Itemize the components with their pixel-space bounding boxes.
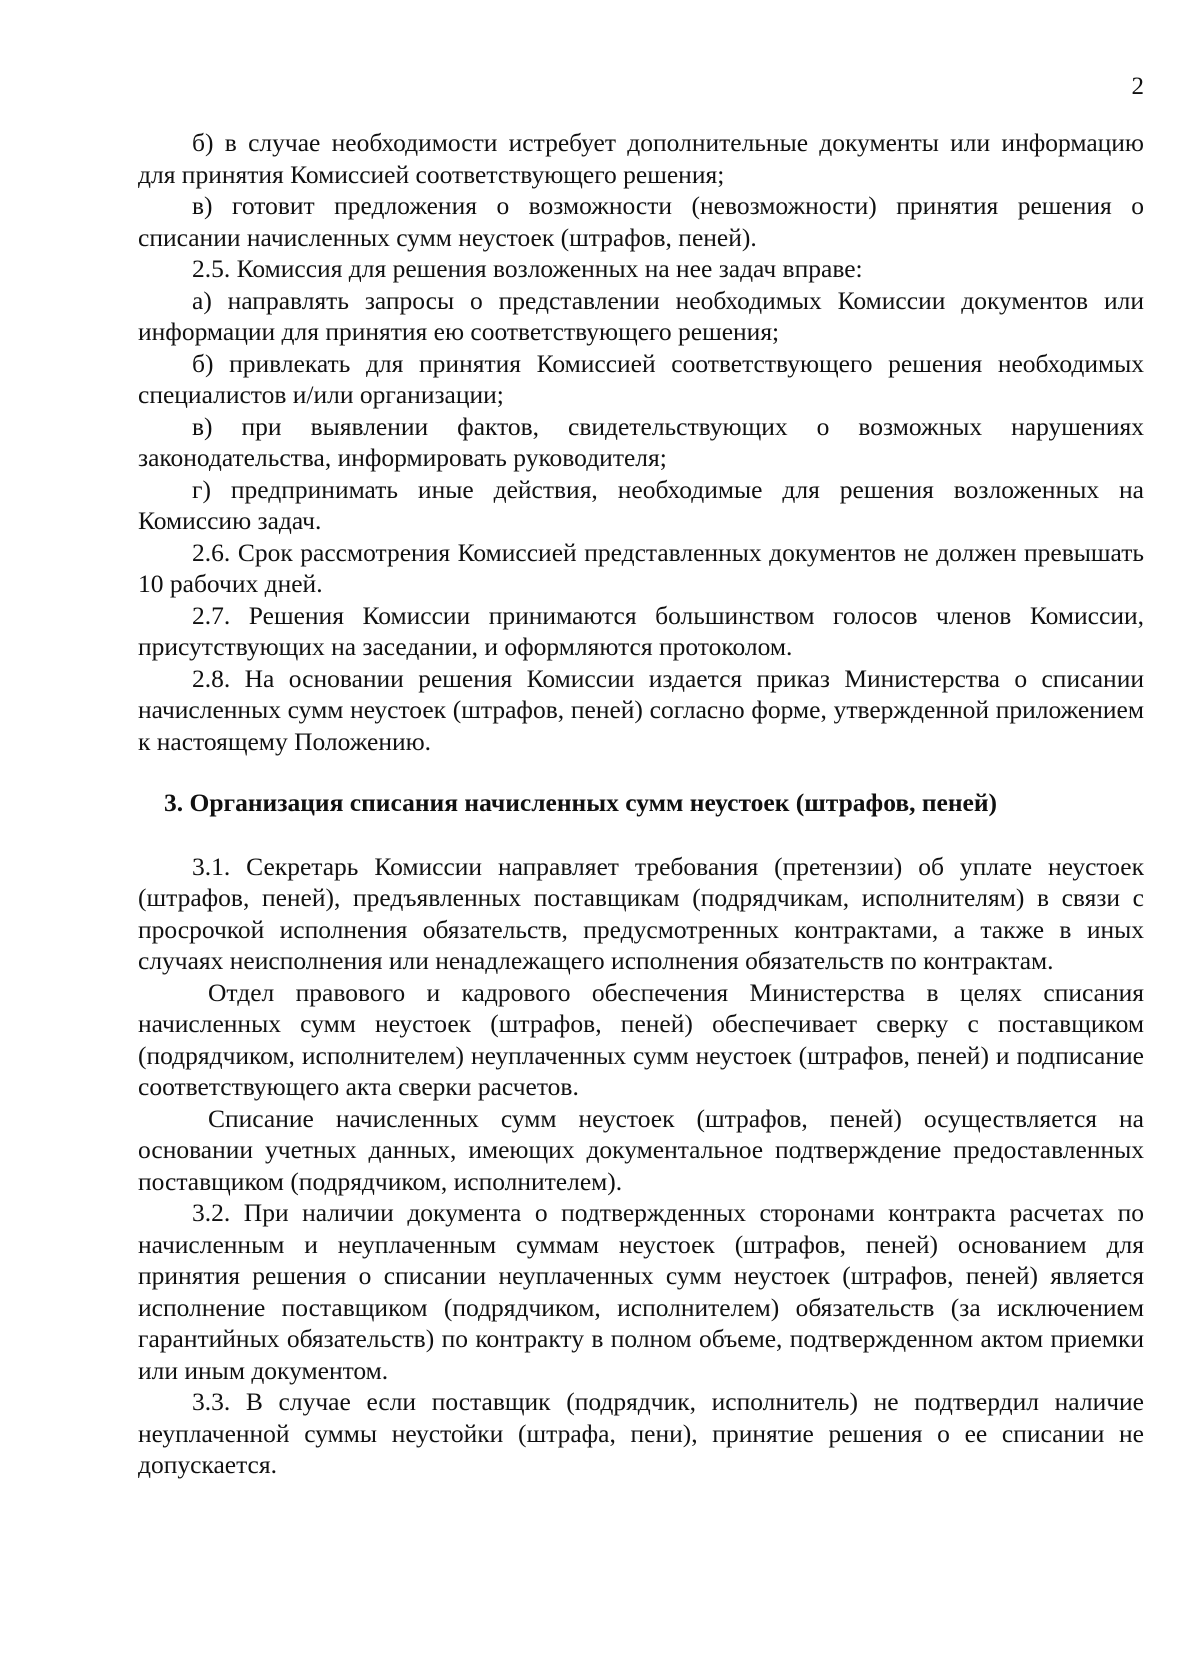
paragraph-2-5-g: г) предпринимать иные действия, необходимые для решения возложенных на Комиссию задач. <box>138 474 1144 535</box>
paragraph-2-8: 2.8. На основании решения Комиссии издается приказ Министерства о списании начисленных сумм неустоек (штрафов, пеней) согласно форме, утвержденной приложением к настоящему Положению. <box>138 663 1144 756</box>
paragraph-3-3: 3.3. В случае если поставщик (подрядчик, исполнитель) не подтвердил наличие неуплаченной суммы неустойки (штрафа, пени), принятие решения о ее списании не допускается. <box>138 1387 1144 1479</box>
paragraph-2-5-v: в) при выявлении фактов, свидетельствующих о возможных нарушениях законодательства, информировать руководителя; <box>138 411 1144 472</box>
paragraph-2-6: 2.6. Срок рассмотрения Комиссией представленных документов не должен превышать 10 рабочих дней. <box>138 537 1144 598</box>
paragraph-3-1-reconciliation: Отдел правового и кадрового обеспечения Министерства в целях списания начисленных сумм неустоек (штрафов, пеней) обеспечивает сверку с поставщиком (подрядчиком, исполнителем) неуплаченных сумм неустоек (штрафов, пеней) и подписание соответствующего акта сверки расчетов. <box>138 977 1144 1101</box>
paragraph-3-2: 3.2. При наличии документа о подтвержденных сторонами контракта расчетах по начисленным и неуплаченным суммам неустоек (штрафов, пеней) основанием для принятия решения о списании неуплаченных сумм неустоек (штрафов, пеней) является исполнение поставщиком (подрядчиком, исполнителем) обязательств (за исключением гарантийных обязательств) по контракту в полном объеме, подтвержденном актом приемки или иным документом. <box>138 1198 1144 1385</box>
paragraph-2-4-b: б) в случае необходимости истребует дополнительные документы или информацию для принятия Комиссией соответствующего решения; <box>138 128 1144 189</box>
document-body <box>138 127 1144 1481</box>
paragraph-3-1-write-off-basis: Списание начисленных сумм неустоек (штрафов, пеней) осуществляется на основании учетных данных, имеющих документальное подтверждение предоставленных поставщиком (подрядчиком, исполнителем). <box>138 1103 1144 1196</box>
paragraph-2-5-b: б) привлекать для принятия Комиссией соответствующего решения необходимых специалистов и/или организации; <box>138 348 1144 409</box>
paragraph-2-5: 2.5. Комиссия для решения возложенных на нее задач вправе: <box>192 254 863 283</box>
paragraph-3-1: 3.1. Секретарь Комиссии направляет требования (претензии) об уплате неустоек (штрафов, пеней), предъявленных поставщикам (подрядчикам, исполнителям) в связи с просрочкой исполнения обязательств, предусмотренных контрактами, а также в иных случаях неисполнения или ненадлежащего исполнения обязательств по контрактам. <box>138 851 1144 975</box>
paragraph-2-7: 2.7. Решения Комиссии принимаются большинством голосов членов Комиссии, присутствующих на заседании, и оформляются протоколом. <box>138 600 1144 661</box>
paragraph-2-4-v: в) готовит предложения о возможности (невозможности) принятия решения о списании начисленных сумм неустоек (штрафов, пеней). <box>138 191 1144 252</box>
section-3-heading: 3. Организация списания начисленных сумм неустоек (штрафов, пеней) <box>164 788 998 817</box>
page-number: 2 <box>1131 73 1144 100</box>
paragraph-2-5-a: а) направлять запросы о представлении необходимых Комиссии документов или информации для принятия ею соответствующего решения; <box>138 285 1144 346</box>
